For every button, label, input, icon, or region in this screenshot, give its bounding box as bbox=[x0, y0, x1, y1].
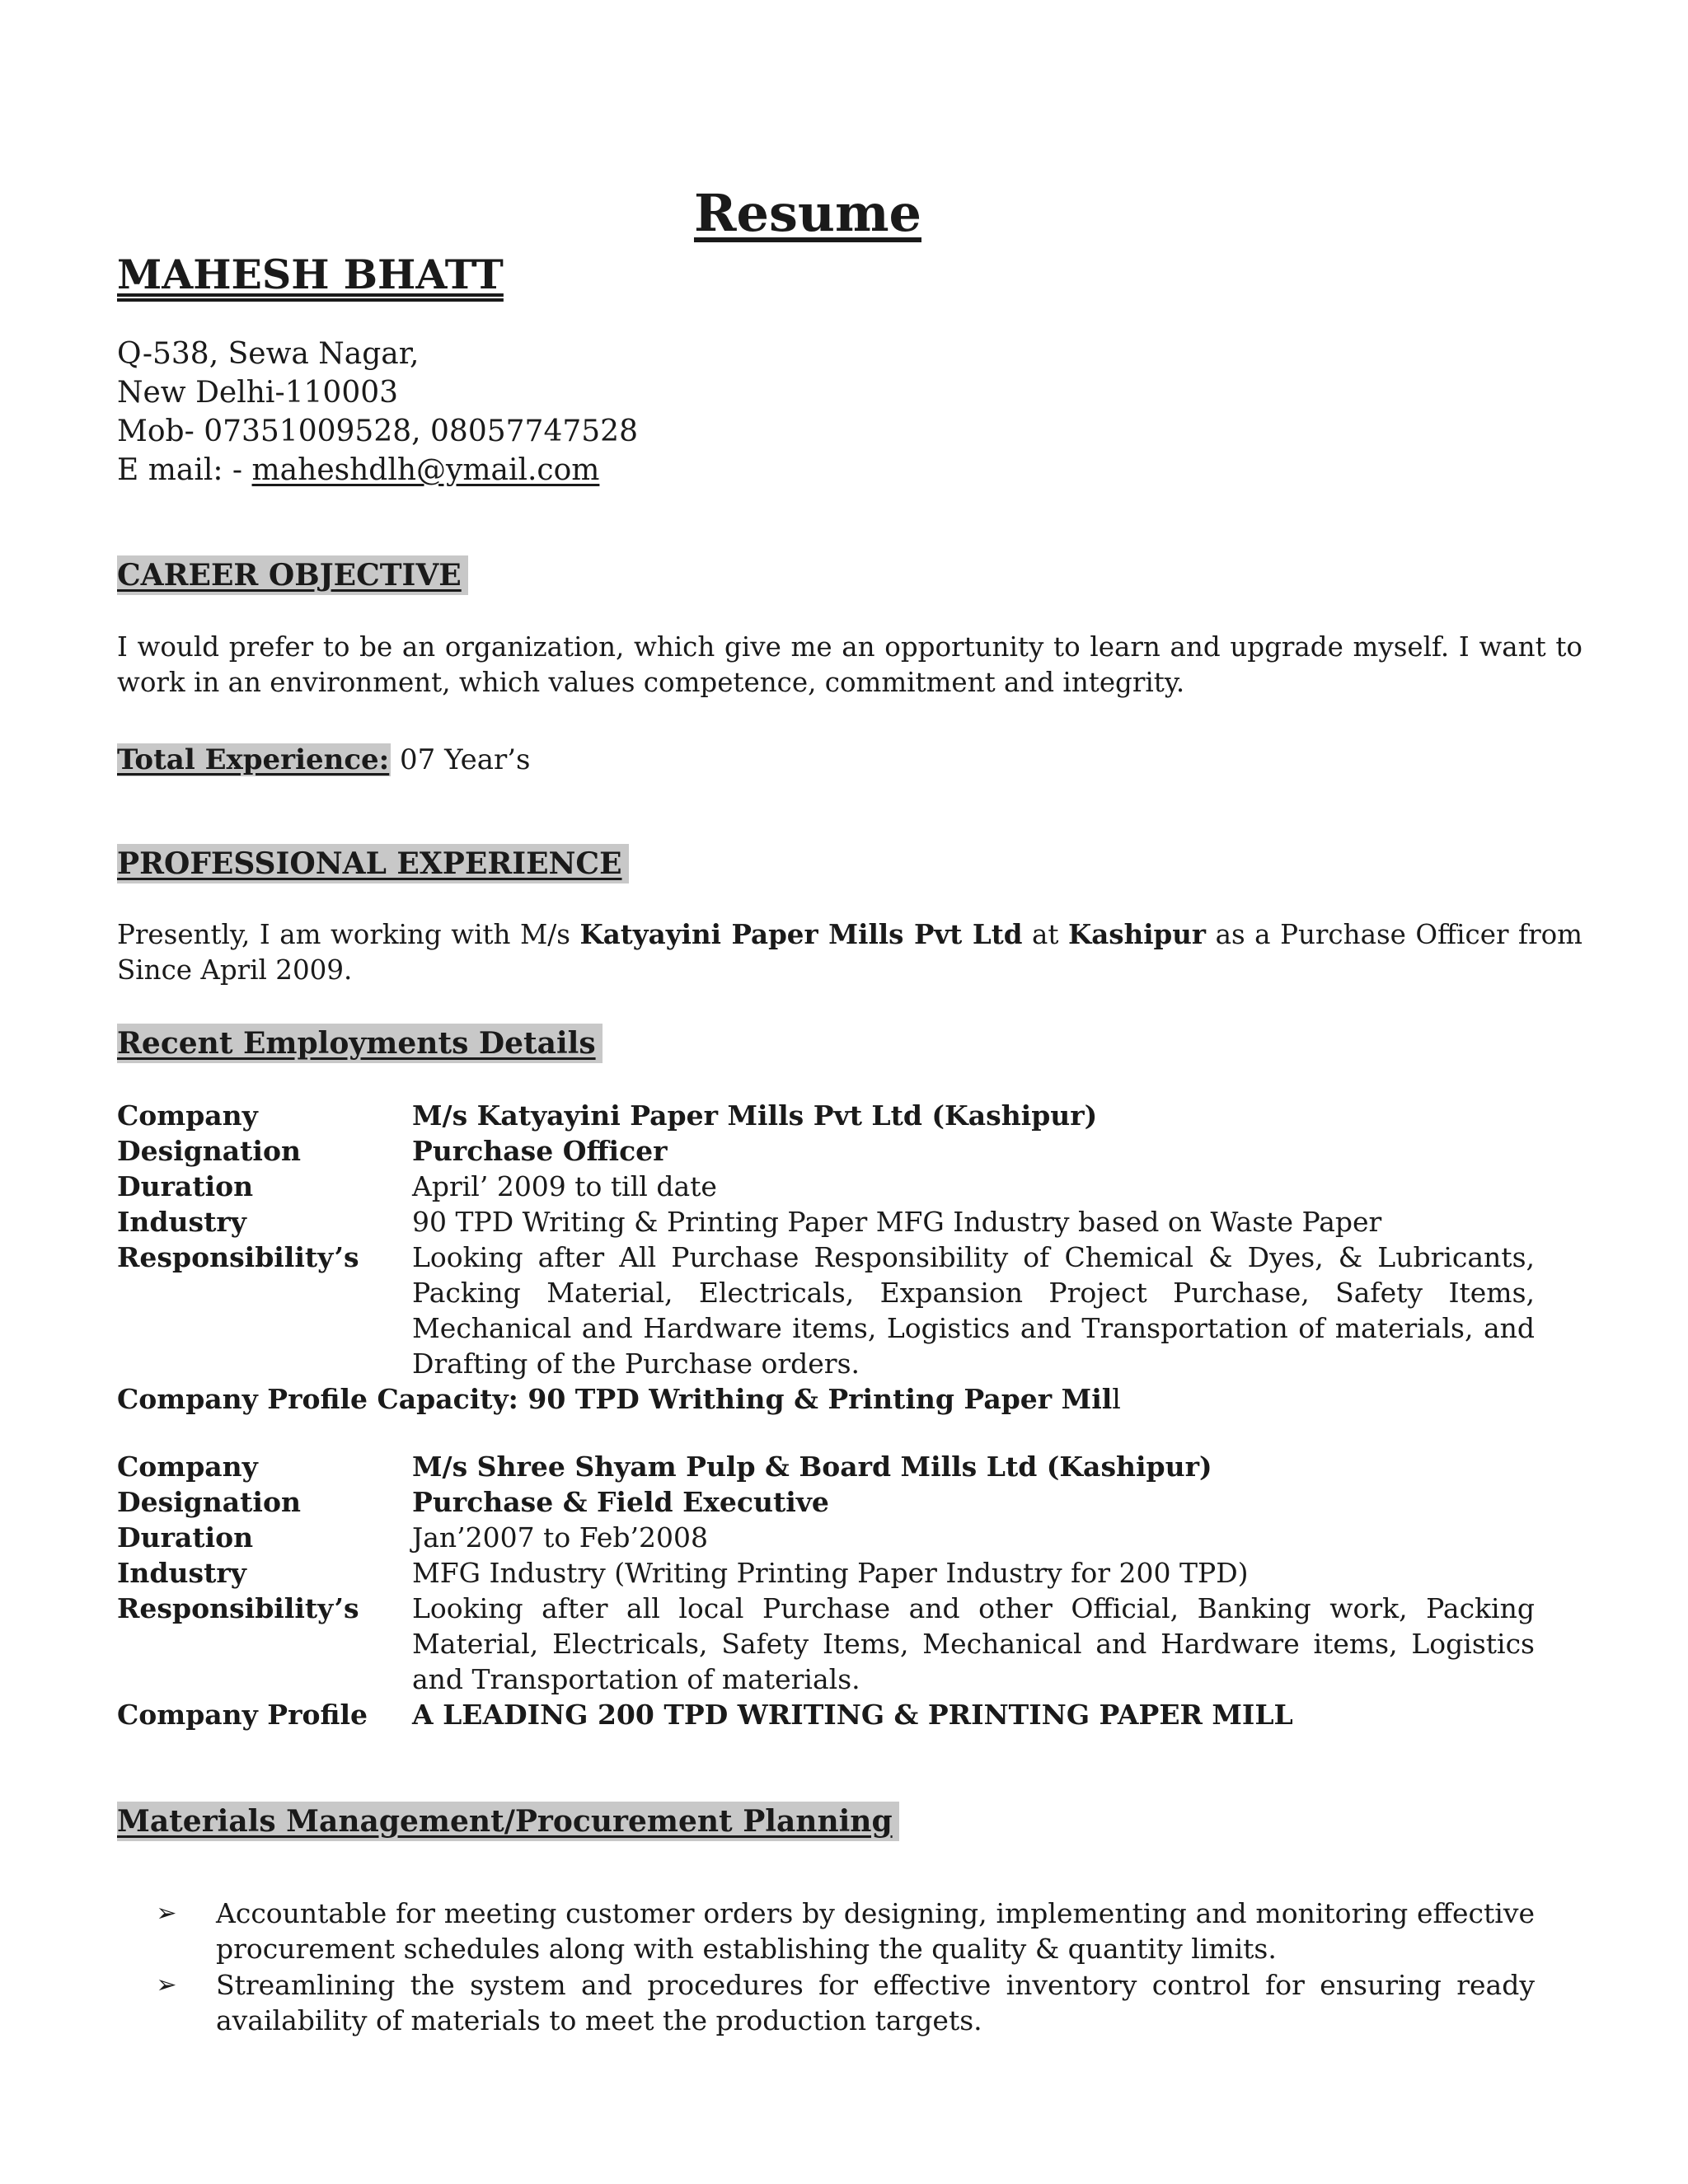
list-item-text: Streamlining the system and procedures for effective inventory control for ensuring ready availability of materials to meet the production targets. bbox=[216, 1969, 1535, 2036]
address-line-1: Q-538, Sewa Nagar, bbox=[117, 337, 420, 371]
company-value: M/s Katyayini Paper Mills Pvt Ltd (Kashipur) bbox=[412, 1099, 1098, 1132]
company-profile-capacity bbox=[117, 1381, 1535, 1417]
designation-label: Designation bbox=[117, 1486, 301, 1518]
career-objective-text: I would prefer to be an organization, which give me an opportunity to learn and upgrade myself. I want to work in an environment, which values competence, commitment and integrity. bbox=[117, 631, 1582, 698]
professional-experience-text bbox=[117, 916, 1592, 988]
career-objective-heading: CAREER OBJECTIVE bbox=[117, 555, 468, 595]
duration-value: Jan’2007 to Feb’2008 bbox=[412, 1521, 708, 1554]
materials-management-heading: Materials Management/Procurement Planning bbox=[117, 1802, 899, 1841]
pe-text-2: at bbox=[1022, 919, 1068, 950]
total-experience bbox=[117, 740, 531, 780]
company-label: Company bbox=[117, 1451, 258, 1483]
industry-label: Industry bbox=[117, 1557, 246, 1589]
pe-location: Kashipur bbox=[1067, 918, 1207, 950]
designation-label: Designation bbox=[117, 1135, 301, 1167]
pe-text-1: Presently, I am working with M/s bbox=[117, 919, 580, 950]
total-experience-value: 07 Year’s bbox=[400, 743, 531, 776]
list-item bbox=[117, 1896, 1535, 1966]
total-experience-label: Total Experience: bbox=[117, 743, 390, 776]
designation-value: Purchase Officer bbox=[412, 1135, 668, 1167]
responsibility-label: Responsibility’s bbox=[117, 1241, 359, 1273]
industry-value: 90 TPD Writing & Printing Paper MFG Industry based on Waste Paper bbox=[412, 1206, 1382, 1238]
address-line-2: New Delhi-110003 bbox=[117, 376, 399, 410]
responsibility-value: Looking after all local Purchase and other Official, Banking work, Packing Material, Electricals, Safety Items, Mechanical and Hardware items, Logistics and Transportation of materials. bbox=[412, 1592, 1535, 1695]
duration-label: Duration bbox=[117, 1170, 254, 1202]
company-profile-label: Company Profile bbox=[117, 1699, 368, 1731]
contact-block bbox=[117, 335, 638, 490]
list-item-text: Accountable for meeting customer orders by designing, implementing and monitoring effective procurement schedules along with establishing the quality & quantity limits. bbox=[216, 1897, 1535, 1965]
designation-value: Purchase & Field Executive bbox=[412, 1486, 829, 1518]
company-label: Company bbox=[117, 1099, 258, 1132]
materials-management-list bbox=[117, 1896, 1535, 2039]
arrow-bullet-icon: ➢ bbox=[156, 1971, 177, 1999]
document-title: Resume bbox=[693, 183, 921, 243]
pe-text-3: as a Purchase Officer from Since April 2009. bbox=[117, 919, 1592, 986]
mobile-numbers: Mob- 07351009528, 08057747528 bbox=[117, 415, 638, 448]
industry-label: Industry bbox=[117, 1206, 246, 1238]
email-link[interactable]: maheshdlh@ymail.com bbox=[251, 453, 600, 487]
recent-employments-heading: Recent Employments Details bbox=[117, 1024, 603, 1063]
email-prefix: E mail: - bbox=[117, 453, 252, 487]
arrow-bullet-icon: ➢ bbox=[156, 1899, 177, 1928]
candidate-name: MAHESH BHATT bbox=[117, 251, 504, 298]
responsibility-label: Responsibility’s bbox=[117, 1592, 359, 1624]
pe-company: Katyayini Paper Mills Pvt Ltd bbox=[579, 918, 1023, 950]
company-profile-value: A LEADING 200 TPD WRITING & PRINTING PAPER MILL bbox=[412, 1699, 1293, 1731]
professional-experience-heading: PROFESSIONAL EXPERIENCE bbox=[117, 844, 629, 883]
employment-1 bbox=[117, 1098, 1535, 1417]
email-line bbox=[117, 451, 638, 490]
duration-value: April’ 2009 to till date bbox=[412, 1170, 717, 1202]
employment-2 bbox=[117, 1449, 1535, 1732]
responsibility-value: Looking after All Purchase Responsibility of Chemical & Dyes, & Lubricants, Packing Material, Electricals, Expansion Project Purchase, Safety Items, Mechanical and Hardware items, Logistics and Transportation of materials, and Drafting of the Purchase orders. bbox=[412, 1241, 1535, 1380]
profile-capacity-tail: l bbox=[1112, 1383, 1121, 1415]
profile-capacity-bold: Company Profile Capacity: 90 TPD Writhing & Printing Paper Mil bbox=[117, 1383, 1113, 1415]
list-item bbox=[117, 1967, 1535, 2038]
company-value: M/s Shree Shyam Pulp & Board Mills Ltd (Kashipur) bbox=[412, 1451, 1212, 1483]
industry-value: MFG Industry (Writing Printing Paper Industry for 200 TPD) bbox=[412, 1557, 1249, 1589]
duration-label: Duration bbox=[117, 1521, 254, 1554]
